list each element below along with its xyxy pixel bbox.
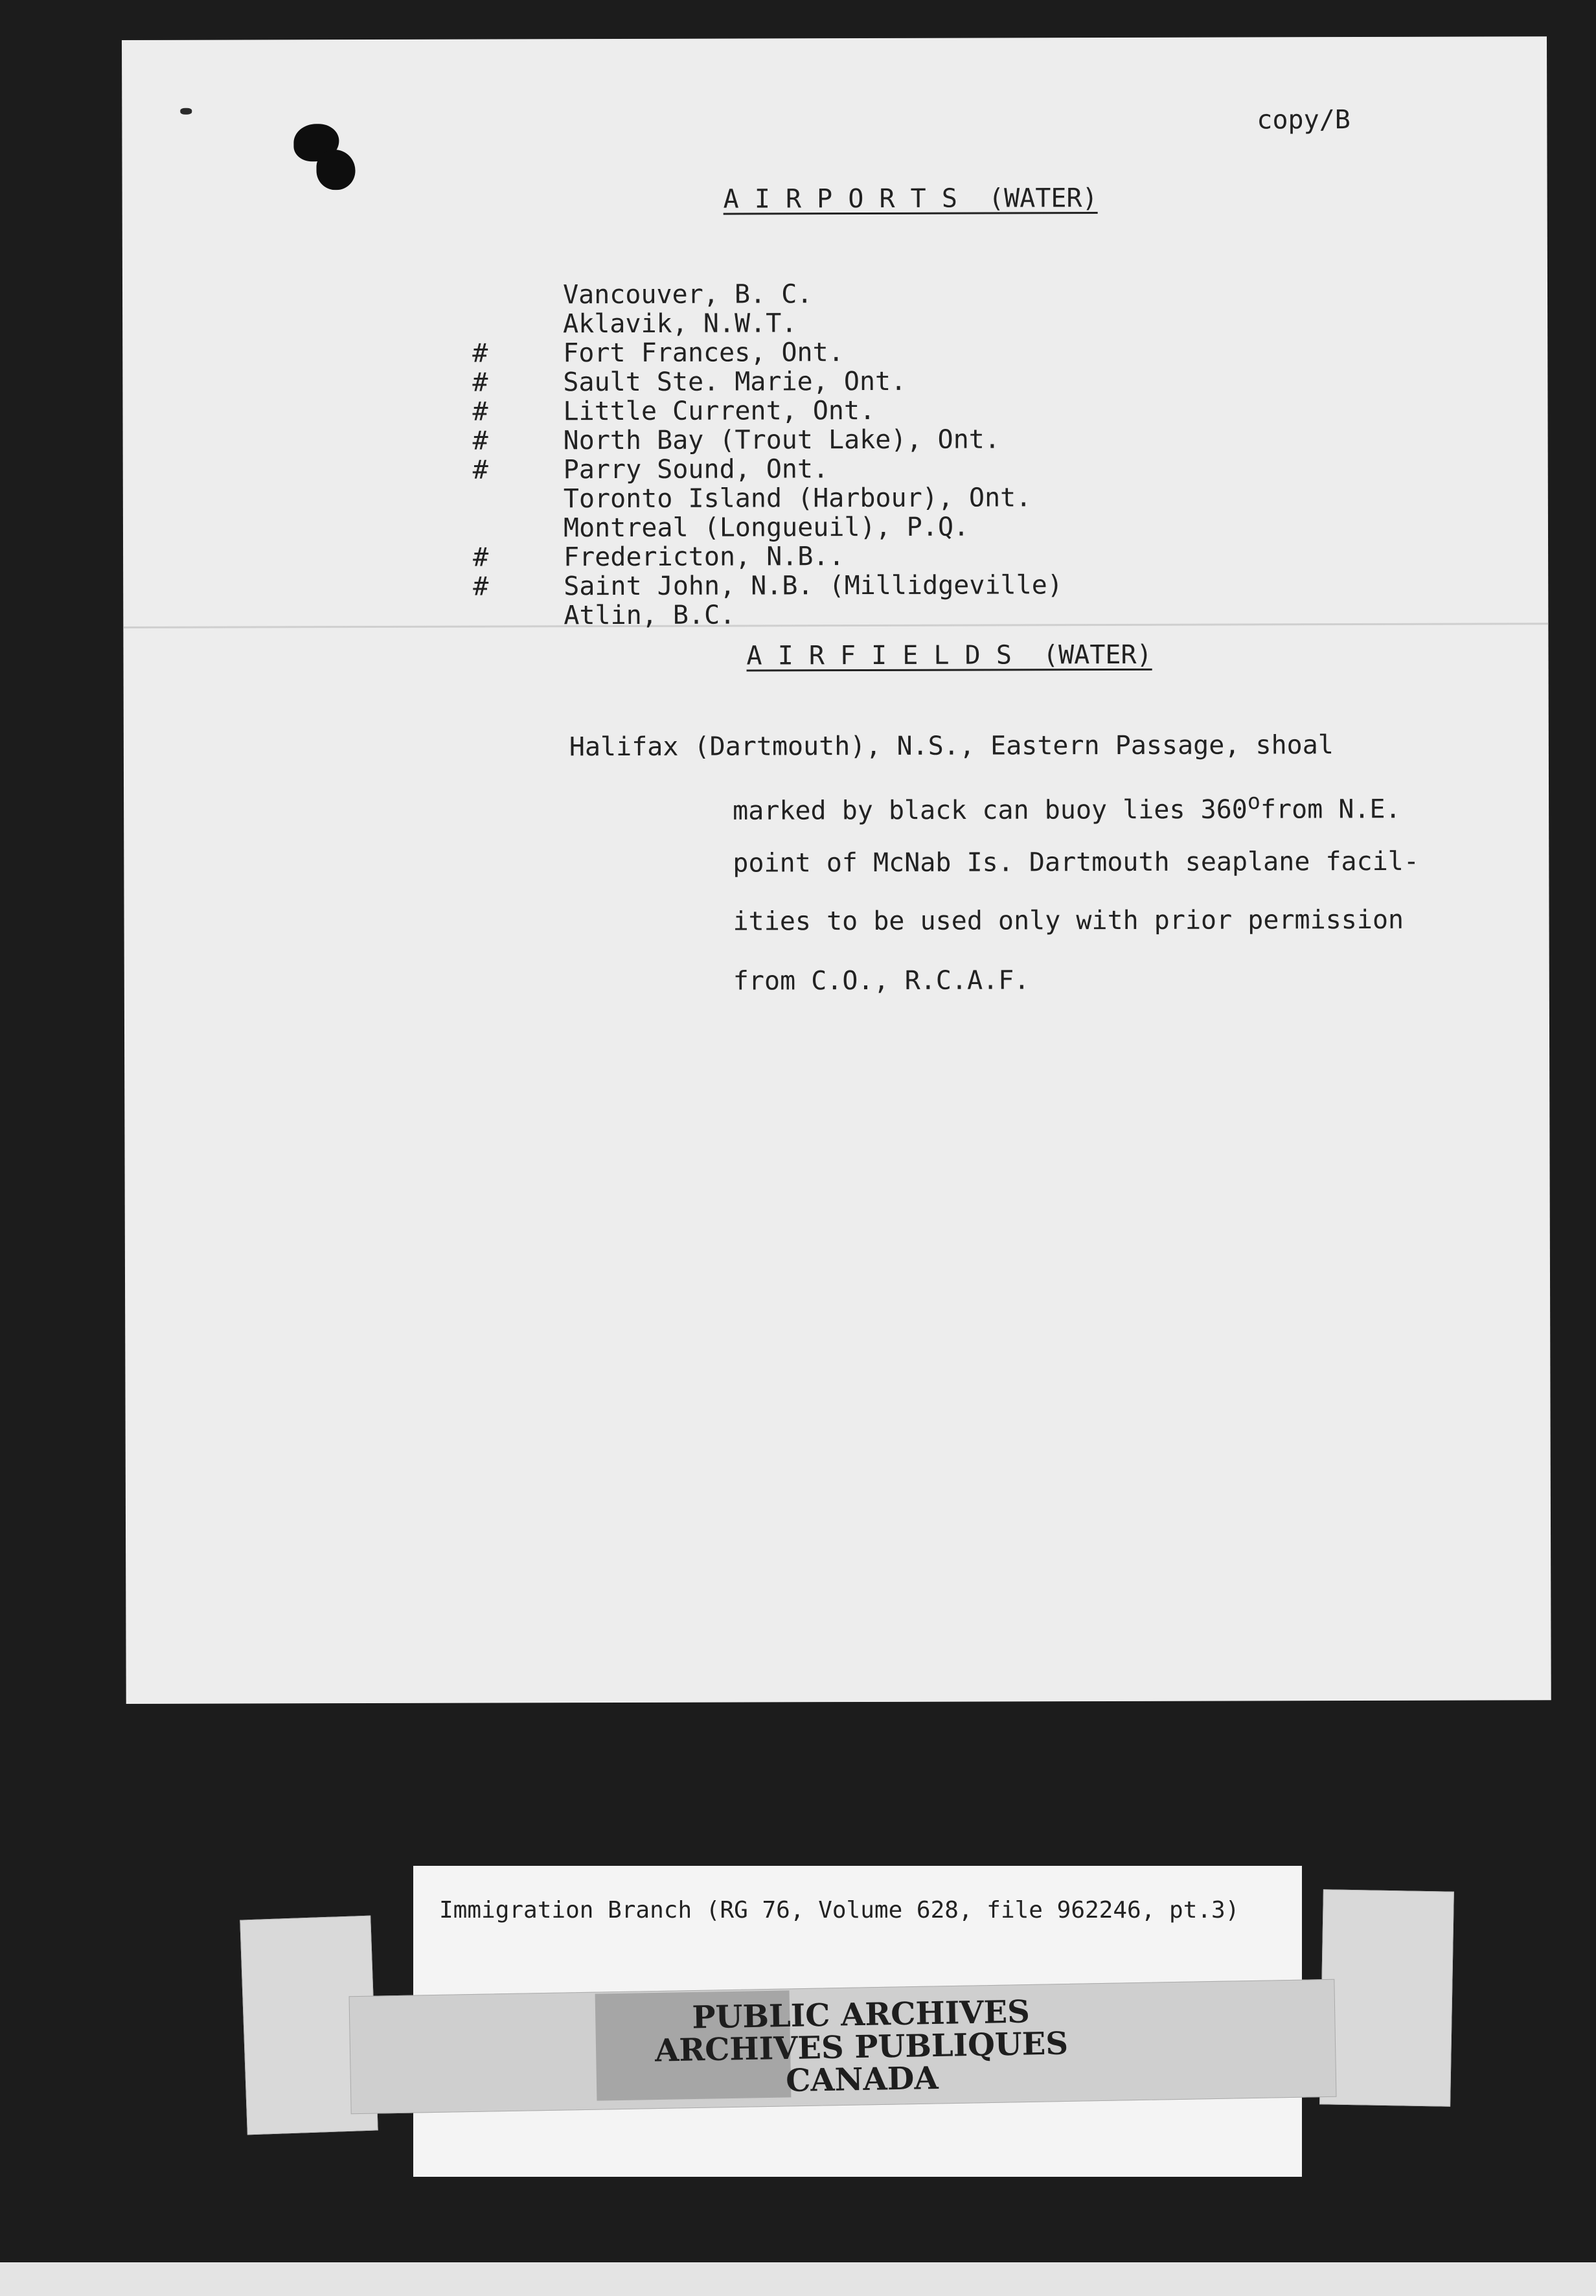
airfields-text: marked by black can buoy lies 360 [733,794,1248,826]
film-bottom-strip [0,2262,1596,2296]
airport-name: Vancouver, B. C. [562,279,813,310]
airport-name: Toronto Island (Harbour), Ont. [563,483,1032,514]
airfields-paragraph-line: ities to be used only with prior permission [733,904,1404,937]
airport-name: Sault Ste. Marie, Ont. [563,366,907,398]
restriction-mark: # [472,426,488,456]
restriction-mark: # [472,367,488,398]
airports-heading: A I R P O R T S (WATER) [723,183,1098,214]
stamp-line: CANADA [785,2060,939,2100]
airfields-paragraph-line: from C.O., R.C.A.F. [733,965,1030,996]
document-page [122,36,1551,1704]
airports-list [472,279,1063,631]
restriction-mark: # [472,396,488,427]
airport-name: Parry Sound, Ont. [563,454,829,485]
airfields-paragraph-line: Halifax (Dartmouth), N.S., Eastern Passage, shoal [569,730,1334,763]
airport-name: Fort Frances, Ont. [563,338,844,369]
public-archives-stamp [634,1995,1089,2100]
restriction-mark: # [472,455,488,485]
restriction-mark: # [472,338,488,369]
airport-name: Aklavik, N.W.T. [563,308,797,339]
archive-reference: Immigration Branch (RG 76, Volume 628, file 962246, pt.3) [439,1897,1240,1923]
restriction-mark: # [473,571,489,602]
stamp-line: ARCHIVES PUBLIQUES [654,2025,1069,2069]
airfields-text: from N.E. [1260,794,1401,825]
airfields-paragraph-line: point of McNab Is. Dartmouth seaplane facil- [733,846,1419,878]
airfields-paragraph-line [733,788,1401,826]
airport-name: Saint John, N.B. (Millidgeville) [564,570,1063,602]
restriction-mark: # [473,542,489,573]
degree-sign: o [1247,788,1260,814]
airfields-heading: A I R F I E L D S (WATER) [746,639,1152,671]
tape-strip-right [1319,1889,1454,2106]
stamp-line: PUBLIC ARCHIVES [692,1993,1031,2036]
copy-label: copy/B [1257,105,1351,135]
airport-name: Montreal (Longueuil), P.Q. [563,512,970,544]
page-fold-line [123,623,1548,628]
airport-name: Atlin, B.C. [564,600,736,631]
ink-speck [180,108,192,115]
airport-name: Little Current, Ont. [563,395,876,427]
airport-name: Fredericton, N.B.. [564,542,845,573]
airport-name: North Bay (Trout Lake), Ont. [563,424,1000,456]
ink-blot [316,150,355,190]
